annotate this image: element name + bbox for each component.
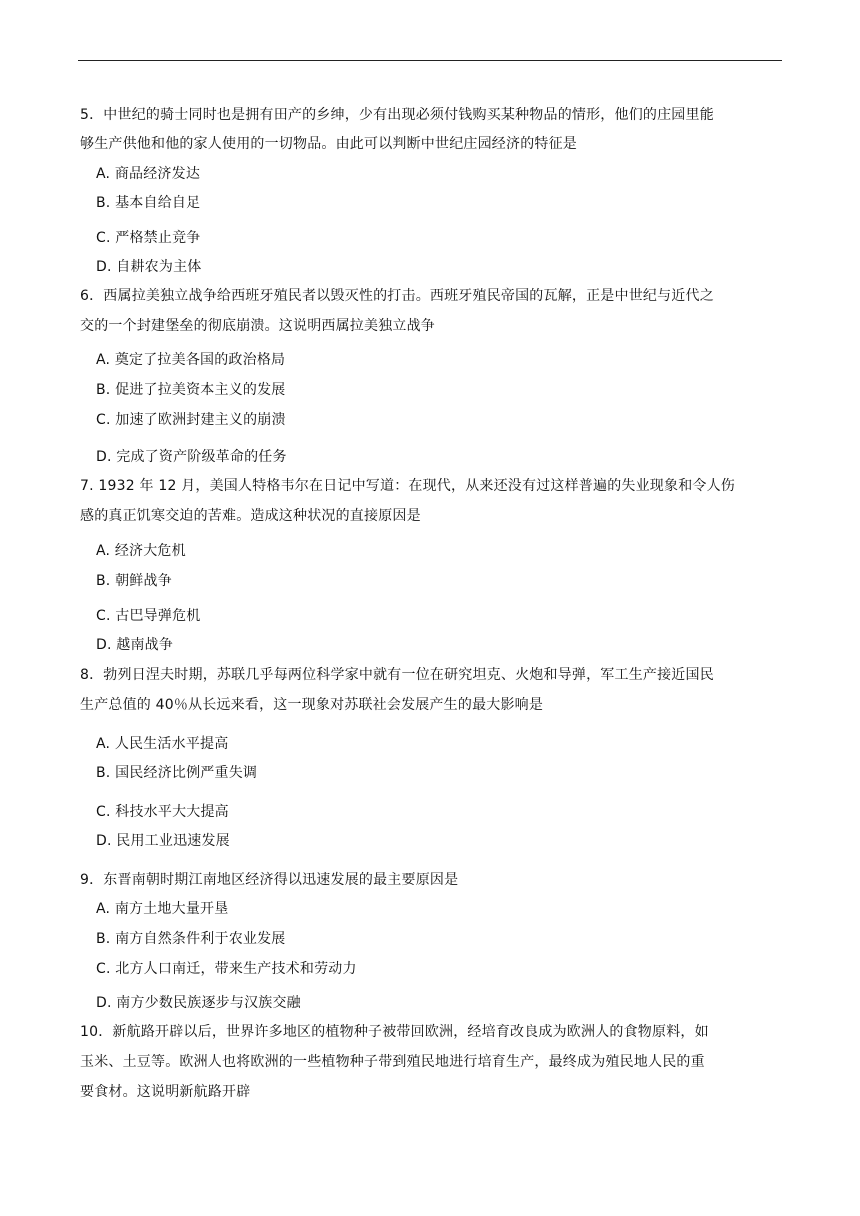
question-5-stem-line-2: 够生产供他和他的家人使用的一切物品。由此可以判断中世纪庄园经济的特征是 xyxy=(80,136,577,152)
question-5-option-b[interactable]: B. 基本自给自足 xyxy=(96,195,201,211)
question-6-option-c[interactable]: C. 加速了欧洲封建主义的崩溃 xyxy=(96,412,286,428)
question-9-stem-line-1: 9．东晋南朝时期江南地区经济得以迅速发展的最主要原因是 xyxy=(80,872,459,888)
question-7-option-a[interactable]: A. 经济大危机 xyxy=(96,543,186,559)
question-5-option-d[interactable]: D. 自耕农为主体 xyxy=(96,259,202,275)
question-8-option-a[interactable]: A. 人民生活水平提高 xyxy=(96,736,229,752)
question-6-option-d[interactable]: D. 完成了资产阶级革命的任务 xyxy=(96,449,287,465)
question-10-stem-line-1: 10．新航路开辟以后，世界许多地区的植物种子被带回欧洲，经培育改良成为欧洲人的食物原料，如 xyxy=(80,1024,709,1040)
question-5-option-a[interactable]: A. 商品经济发达 xyxy=(96,166,201,182)
question-8-option-c[interactable]: C. 科技水平大大提高 xyxy=(96,804,229,820)
question-7-stem-line-1: 7. 1932 年 12 月，美国人特格韦尔在日记中写道：在现代，从来还没有过这样普遍的失业现象和令人伤 xyxy=(80,478,735,494)
question-9-option-d[interactable]: D. 南方少数民族逐步与汉族交融 xyxy=(96,995,301,1011)
question-9-option-c[interactable]: C. 北方人口南迁，带来生产技术和劳动力 xyxy=(96,961,357,977)
question-7-option-b[interactable]: B. 朝鲜战争 xyxy=(96,573,172,589)
question-7-option-c[interactable]: C. 古巴导弹危机 xyxy=(96,608,201,624)
question-10-stem-line-3: 要食材。这说明新航路开辟 xyxy=(80,1084,251,1100)
question-10-stem-line-2: 玉米、土豆等。欧洲人也将欧洲的一些植物种子带到殖民地进行培育生产，最终成为殖民地人民的重 xyxy=(80,1054,705,1070)
question-6-option-b[interactable]: B. 促进了拉美资本主义的发展 xyxy=(96,382,286,398)
question-8-stem-line-2: 生产总值的 40％从长远来看，这一现象对苏联社会发展产生的最大影响是 xyxy=(80,697,544,713)
question-8-option-b[interactable]: B. 国民经济比例严重失调 xyxy=(96,765,258,781)
question-6-stem-line-1: 6．西属拉美独立战争给西班牙殖民者以毁灭性的打击。西班牙殖民帝国的瓦解，正是中世纪与近代之 xyxy=(80,288,714,304)
question-7-option-d[interactable]: D. 越南战争 xyxy=(96,637,174,653)
question-7-stem-line-2: 感的真正饥寒交迫的苦难。造成这种状况的直接原因是 xyxy=(80,508,421,524)
question-6-option-a[interactable]: A. 奠定了拉美各国的政治格局 xyxy=(96,352,286,368)
question-5-option-c[interactable]: C. 严格禁止竞争 xyxy=(96,230,201,246)
question-9-option-a[interactable]: A. 南方土地大量开垦 xyxy=(96,901,229,917)
question-6-stem-line-2: 交的一个封建堡垒的彻底崩溃。这说明西属拉美独立战争 xyxy=(80,318,435,334)
question-9-option-b[interactable]: B. 南方自然条件利于农业发展 xyxy=(96,931,286,947)
question-5-stem-line-1: 5．中世纪的骑士同时也是拥有田产的乡绅，少有出现必须付钱购买某种物品的情形，他们的庄园里能 xyxy=(80,107,714,123)
question-8-stem-line-1: 8．勃列日涅夫时期，苏联几乎每两位科学家中就有一位在研究坦克、火炮和导弹，军工生产接近国民 xyxy=(80,667,714,683)
header-rule xyxy=(78,60,782,61)
question-8-option-d[interactable]: D. 民用工业迅速发展 xyxy=(96,833,230,849)
